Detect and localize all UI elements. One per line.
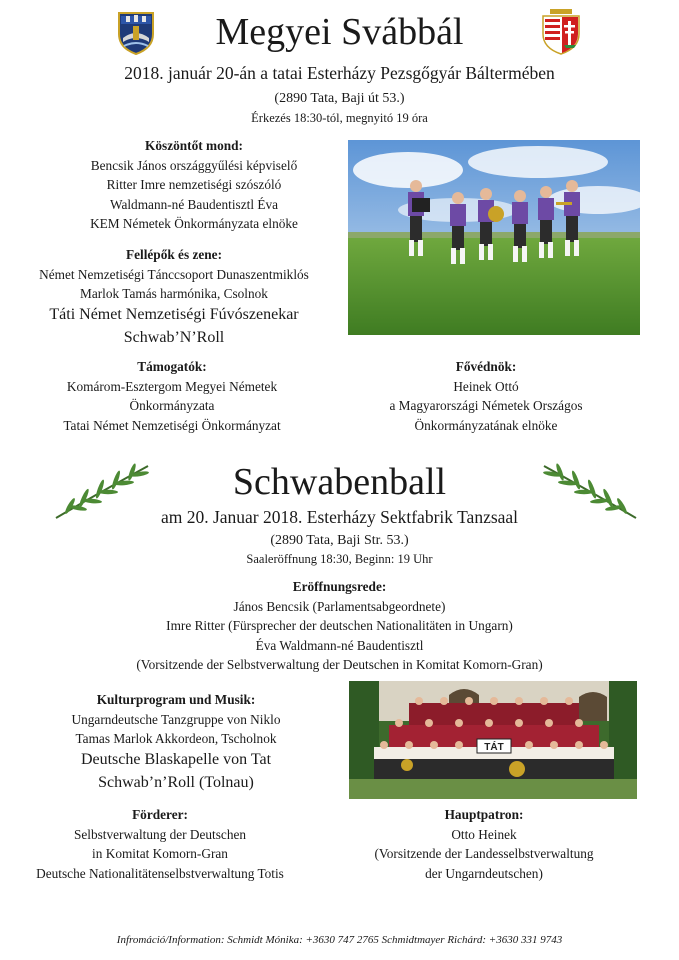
de-culture-line: Ungarndeutsche Tanzgruppe von Niklo [71,711,281,727]
de-title: Schwabenball [232,461,447,503]
footer-contact-info: Infromáció/Information: Schmidt Mónika: +3630 747 2765 Schmidtmayer Richárd: +3630 331 9743 [116,934,563,946]
de-sponsor-line: Deutsche Nationalitätenselbstverwaltung Totis [36,865,284,881]
hu-performer-line: Német Nemzetiségi Tánccsoport Dunaszentmiklós [39,266,309,282]
de-culture-large-line: Deutsche Blaskapelle von Tat [80,751,272,768]
de-sponsors-block [0,805,320,883]
hu-sponsor-line: Tatai Német Nemzetiségi Önkormányzat [63,417,281,433]
hu-speech-line: KEM Németek Önkormányzata elnöke [90,216,298,231]
de-patron-block [334,805,634,883]
hu-speech-line: Waldmann-né Baudentisztl Éva [109,196,279,212]
de-speech-line: János Bencsik (Parlamentsabgeordnete) [233,598,446,614]
de-subtitle: am 20. Januar 2018. Esterházy Sektfabrik Tanzsaal [160,507,519,527]
de-sponsor-line: Selbstverwaltung der Deutschen [73,826,247,842]
hu-speech-line: Bencsik János országgyűlési képviselő [90,157,298,173]
de-culture-line: Tamas Marlok Akkordeon, Tscholnok [75,731,277,746]
hu-performers-large [14,303,334,349]
hu-address: (2890 Tata, Baji út 53.) [274,91,405,106]
hu-arrival: Érkezés 18:30-tól, megnyitó 19 óra [251,111,428,125]
de-speech-line: Imre Ritter (Fürsprecher der deutschen Nationalitäten in Ungarn) [166,618,513,633]
de-patron-line: (Vorsitzende der Landesselbstverwaltung [374,846,594,861]
de-patron-heading: Hauptpatron: [444,807,524,822]
hu-performer-large-line: Schwab’N’Roll [123,329,225,346]
de-sponsors-heading: Förderer: [132,807,188,822]
de-patron-line: Otto Heinek [451,826,517,842]
hu-subtitle: 2018. január 20-án a tatai Esterházy Pezsgőgyár Báltermében [124,63,555,83]
hu-patron-heading: Fővédnök: [455,359,517,374]
hu-speech-heading: Köszöntőt mond: [145,138,243,153]
hu-sponsors-heading: Támogatók: [137,359,207,374]
hu-sponsor-line: Önkormányzata [129,398,215,413]
hu-performer-line: Marlok Tamás harmónika, Csolnok [80,286,268,301]
brass-band-photo [349,681,637,799]
de-culture-block [16,690,336,749]
de-speech-line: Éva Waldmann-né Baudentisztl [255,637,424,653]
hu-patron-line: a Magyarországi Németek Országos [389,398,583,413]
de-sponsor-line: in Komitat Komorn-Gran [92,846,228,861]
band-field-photo [348,140,640,335]
de-culture-large [16,748,336,794]
de-speech-line: (Vorsitzende der Selbstverwaltung der Deutschen in Komitat Komorn-Gran) [136,657,543,672]
hu-performers-heading: Fellépők és zene: [125,247,222,262]
de-opening: Saaleröffnung 18:30, Beginn: 19 Uhr [246,552,433,566]
de-speech-block [0,577,679,675]
hu-title: Megyei Svábbál [215,11,464,53]
hu-performers-block [14,245,334,304]
de-culture-large-line: Schwab’n’Roll (Tolnau) [98,774,254,791]
de-speech-heading: Eröffnungsrede: [292,579,387,594]
hu-patron-line: Önkormányzatának elnöke [414,417,558,433]
de-patron-line: der Ungarndeutschen) [425,865,543,881]
hu-speech-line: Ritter Imre nemzetiségi szószóló [106,177,282,192]
hu-patron-block [346,357,626,435]
hu-sponsors-block [22,357,322,435]
de-culture-heading: Kulturprogram und Musik: [96,692,256,707]
hu-performer-large-line: Táti Német Nemzetiségi Fúvószenekar [49,306,299,323]
band-sign-text: TÁT [484,742,504,753]
hu-speech-block [44,136,344,234]
hu-sponsor-line: Komárom-Esztergom Megyei Németek [66,378,278,394]
de-address: (2890 Tata, Baji Str. 53.) [270,533,409,548]
hu-patron-line: Heinek Ottó [453,378,519,394]
